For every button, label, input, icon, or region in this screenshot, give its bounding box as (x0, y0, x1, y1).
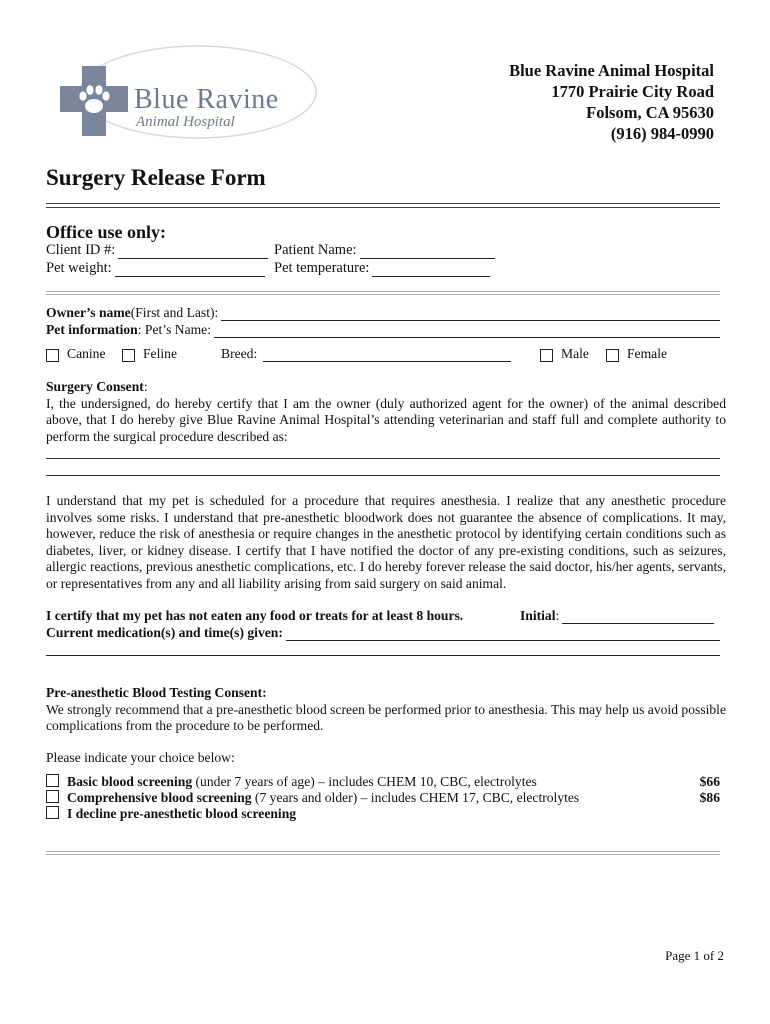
patient-name-field[interactable] (360, 246, 495, 259)
breed-row (221, 346, 511, 362)
anesthesia-text: I understand that my pet is scheduled for a procedure that requires anesthesia. I realize that any anesthetic procedure involves some risks. I understand that pre-anesthetic bloodwork does not guarantee the absence of complications. It may, however, reduce the risk of anesthesia or require changes in the anesthetic protocol by identifying certain conditions such as diabetes, liver, or kidney disease. I certify that I have notified the doctor of any pre-existing conditions, such as seizures, allergic reactions, previous anesthetic complications, etc. I do hereby forever release the said doctor, his/her agents, servants, or representatives from any and all liability arising from said surgery on said animal. (46, 493, 726, 591)
basic-screening-label: Basic blood screening (67, 774, 193, 789)
initial-label: Initial (520, 608, 556, 623)
pet-weight-label: Pet weight: (46, 260, 112, 276)
pet-temp-row (274, 260, 490, 277)
male-label: Male (561, 346, 589, 361)
pet-weight-field[interactable] (115, 264, 265, 277)
client-id-field[interactable] (118, 246, 268, 259)
feline-checkbox[interactable] (122, 349, 135, 362)
female-option (606, 346, 667, 362)
fasting-statement (46, 608, 463, 624)
basic-screening-price: $66 (699, 774, 720, 789)
hospital-city: Folsom, CA 95630 (586, 103, 714, 122)
pet-info-label: Pet information (46, 322, 138, 337)
initial-row (520, 608, 714, 624)
patient-name-label: Patient Name: (274, 242, 357, 258)
male-option (540, 346, 589, 362)
comprehensive-screening-checkbox[interactable] (46, 790, 59, 803)
office-use-title: Office use only: (46, 222, 166, 242)
medication-label: Current medication(s) and time(s) given: (46, 625, 283, 640)
hospital-street: 1770 Prairie City Road (551, 82, 714, 101)
canine-checkbox[interactable] (46, 349, 59, 362)
bottom-divider (46, 851, 720, 855)
indicate-choice-text: Please indicate your choice below: (46, 750, 235, 765)
patient-name-row (274, 242, 495, 259)
initial-colon: : (555, 608, 560, 623)
comprehensive-screening-option (46, 790, 720, 807)
medication-line-2[interactable] (46, 655, 720, 656)
pet-name-field[interactable] (214, 325, 720, 338)
pet-temp-label: Pet temperature: (274, 260, 370, 276)
basic-screening-checkbox[interactable] (46, 774, 59, 787)
client-id-row (46, 242, 268, 259)
fasting-text: I certify that my pet has not eaten any food or treats for at least 8 hours. (46, 608, 464, 623)
owner-name-hint: (First and Last): (130, 305, 219, 320)
canine-label: Canine (67, 346, 106, 361)
male-checkbox[interactable] (540, 349, 553, 362)
medication-field[interactable] (286, 628, 720, 641)
surgery-consent-title: Surgery Consent (46, 379, 144, 394)
owner-name-field[interactable] (221, 308, 720, 321)
surgery-consent-colon: : (143, 379, 148, 394)
pet-weight-row (46, 260, 265, 277)
hospital-phone: (916) 984-0990 (610, 124, 714, 143)
blood-testing-section (46, 685, 726, 735)
comprehensive-screening-price: $86 (699, 790, 720, 805)
feline-option (122, 346, 177, 362)
canine-option (46, 346, 106, 362)
basic-screening-detail: (under 7 years of age) – includes CHEM 10, CBC, electrolytes (192, 774, 537, 789)
procedure-line-1[interactable] (46, 458, 720, 459)
blood-testing-text: We strongly recommend that a pre-anesthetic blood screen be performed prior to anesthesia. This may help us avoid possible complications from the procedure to be performed. (46, 701, 726, 734)
comprehensive-screening-label: Comprehensive blood screening (67, 790, 252, 805)
decline-screening-label: I decline pre-anesthetic blood screening (67, 806, 297, 821)
blood-testing-title: Pre-anesthetic Blood Testing Consent: (46, 685, 267, 700)
procedure-line-2[interactable] (46, 475, 720, 476)
female-checkbox[interactable] (606, 349, 619, 362)
page-number: Page 1 of 2 (665, 948, 724, 963)
client-id-label: Client ID #: (46, 242, 116, 258)
surgery-consent-section (46, 379, 726, 445)
pet-info-row (46, 322, 720, 338)
office-divider (46, 291, 720, 295)
pet-name-label: : Pet’s Name: (137, 322, 211, 337)
breed-field[interactable] (263, 349, 511, 362)
comprehensive-screening-detail: (7 years and older) – includes CHEM 17, CBC, electrolytes (251, 790, 580, 805)
owner-name-label: Owner’s name (46, 305, 131, 320)
hospital-name: Blue Ravine Animal Hospital (509, 61, 714, 80)
medication-row (46, 625, 720, 641)
female-label: Female (627, 346, 668, 361)
decline-screening-checkbox[interactable] (46, 806, 59, 819)
logo-subtitle: Animal Hospital (136, 114, 235, 130)
decline-screening-option (46, 806, 720, 823)
logo-name: Blue Ravine (134, 84, 279, 115)
form-title: Surgery Release Form (46, 165, 266, 190)
initial-field[interactable] (562, 611, 714, 624)
owner-name-row (46, 305, 720, 321)
indicate-choice (46, 750, 235, 766)
pet-temp-field[interactable] (372, 264, 490, 277)
feline-label: Feline (143, 346, 177, 361)
surgery-consent-text: I, the undersigned, do hereby certify that I am the owner (duly authorized agent for the owner) of the animal described above, that I do hereby give Blue Ravine Animal Hospital’s attending veterinarian and staff full and complete authority to perform the surgical procedure described as: (46, 395, 726, 444)
hospital-logo (48, 40, 318, 150)
hospital-address (509, 60, 714, 144)
basic-screening-option (46, 774, 720, 791)
title-divider (46, 203, 720, 208)
breed-label: Breed: (221, 346, 258, 361)
